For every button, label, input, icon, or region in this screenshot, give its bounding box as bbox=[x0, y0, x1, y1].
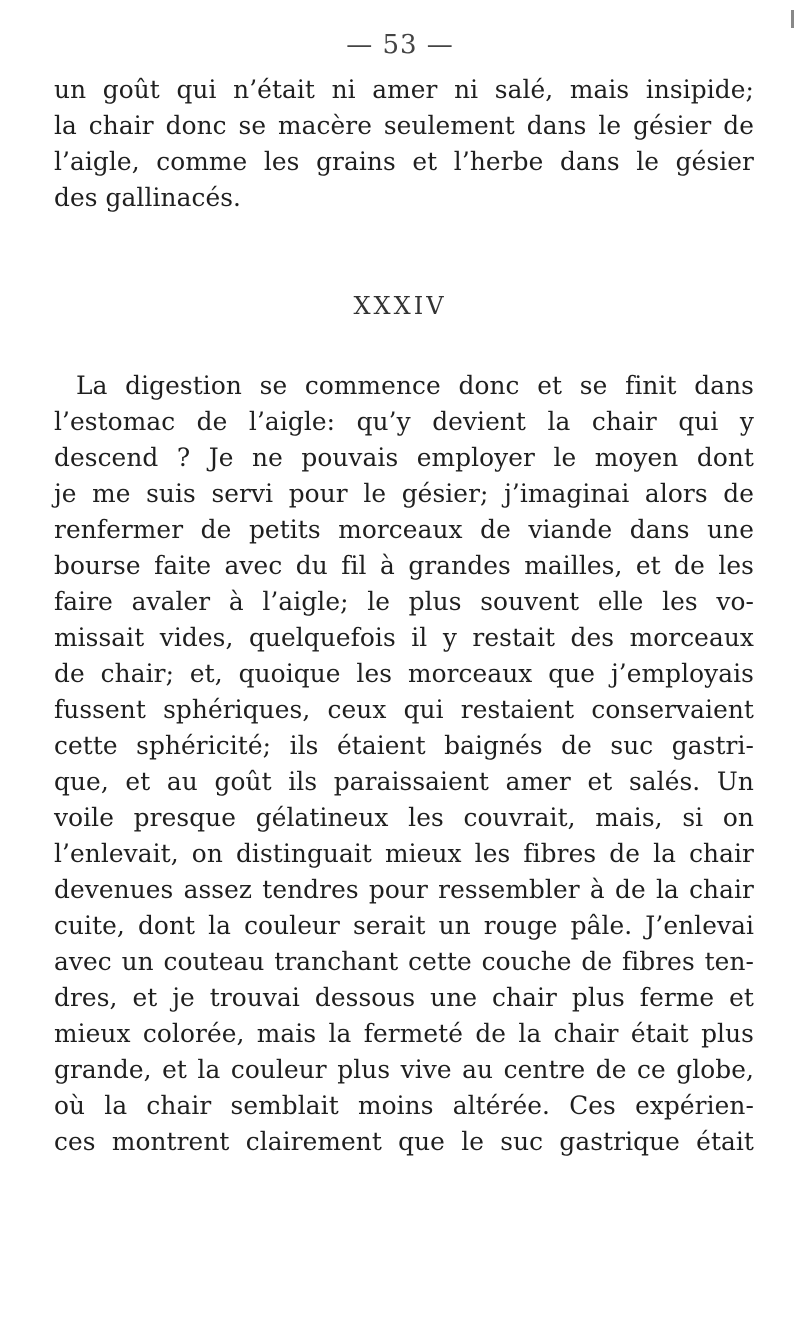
text-line: La digestion se commence donc et se finit dans bbox=[76, 371, 754, 400]
text-line: faire avaler à l’aigle; le plus souvent elle les vo- bbox=[54, 587, 754, 616]
text-line: cuite, dont la couleur serait un rouge pâle. J’enlevai bbox=[54, 911, 754, 940]
main-paragraph bbox=[54, 368, 754, 1160]
text-line: ces montrent clairement que le suc gastrique était bbox=[54, 1127, 754, 1156]
page-number: — 53 — bbox=[346, 30, 454, 60]
text-line: avec un couteau tranchant cette couche de fibres ten- bbox=[54, 947, 754, 976]
text-line: fussent sphériques, ceux qui restaient conservaient bbox=[54, 695, 754, 724]
text-line: devenues assez tendres pour ressembler à de la chair bbox=[54, 875, 754, 904]
text-line: renfermer de petits morceaux de viande dans une bbox=[54, 515, 754, 544]
top-paragraph bbox=[54, 72, 754, 216]
text-line: mieux colorée, mais la fermeté de la chair était plus bbox=[54, 1019, 754, 1048]
text-line: je me suis servi pour le gésier; j’imaginai alors de bbox=[54, 479, 754, 508]
text-line: grande, et la couleur plus vive au centre de ce globe, bbox=[54, 1055, 754, 1084]
text-line: des gallinacés. bbox=[54, 183, 242, 212]
text-line: bourse faite avec du fil à grandes mailles, et de les bbox=[54, 551, 754, 580]
text-line: cette sphéricité; ils étaient baignés de suc gastri- bbox=[54, 731, 754, 760]
text-line: la chair donc se macère seulement dans le gésier de bbox=[54, 111, 754, 140]
margin-mark bbox=[791, 10, 794, 28]
text-line: l’aigle, comme les grains et l’herbe dans le gésier bbox=[54, 147, 754, 176]
text-line: missait vides, quelquefois il y restait des morceaux bbox=[54, 623, 754, 652]
text-line: dres, et je trouvai dessous une chair plus ferme et bbox=[54, 983, 754, 1012]
text-line: que, et au goût ils paraissaient amer et salés. Un bbox=[54, 767, 754, 796]
text-line: où la chair semblait moins altérée. Ces expérien- bbox=[54, 1091, 754, 1120]
text-line: descend ? Je ne pouvais employer le moyen dont bbox=[54, 443, 754, 472]
text-line: voile presque gélatineux les couvrait, mais, si on bbox=[54, 803, 754, 832]
text-line: de chair; et, quoique les morceaux que j’employais bbox=[54, 659, 754, 688]
text-line: l’enlevait, on distinguait mieux les fibres de la chair bbox=[54, 839, 754, 868]
section-heading: XXXIV bbox=[353, 292, 447, 320]
text-line: un goût qui n’était ni amer ni salé, mais insipide; bbox=[54, 75, 754, 104]
text-line: l’estomac de l’aigle: qu’y devient la chair qui y bbox=[54, 407, 754, 436]
